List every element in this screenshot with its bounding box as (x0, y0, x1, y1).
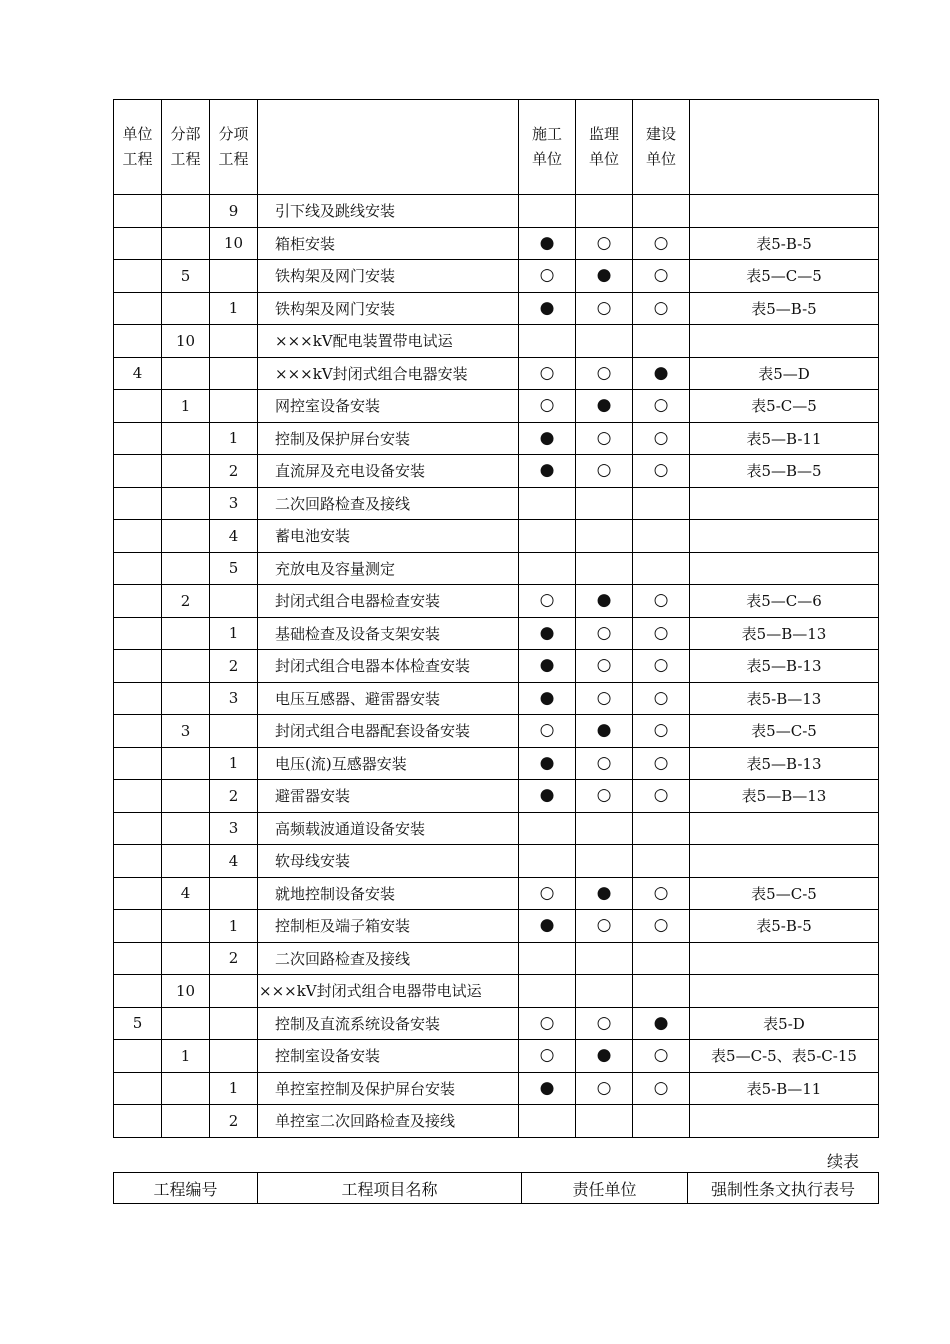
header-supervision-unit: 监理 单位 (576, 100, 633, 195)
table-no-cell (690, 520, 879, 553)
item-cell: 3 (210, 682, 258, 715)
construction-mark: ● (519, 682, 576, 715)
division-cell (162, 942, 210, 975)
unit-cell (114, 617, 162, 650)
table-row (114, 780, 879, 813)
owner-mark (633, 487, 690, 520)
item-cell: 4 (210, 845, 258, 878)
table-no-cell: 表5—C-5、表5-C-15 (690, 1040, 879, 1073)
supervision-mark (576, 325, 633, 358)
unit-cell (114, 780, 162, 813)
supervision-mark: ○ (576, 455, 633, 488)
unit-cell: 5 (114, 1007, 162, 1040)
name-cell: 单控室二次回路检查及接线 (258, 1105, 519, 1138)
item-cell (210, 715, 258, 748)
construction-mark (519, 845, 576, 878)
division-cell (162, 455, 210, 488)
table-no-cell: 表5—C—6 (690, 585, 879, 618)
project-name-header: 工程项目名称 (258, 1173, 522, 1204)
table-row (114, 520, 879, 553)
owner-mark (633, 520, 690, 553)
table-row (114, 682, 879, 715)
name-cell: 封闭式组合电器检查安装 (258, 585, 519, 618)
unit-cell (114, 455, 162, 488)
table-row (114, 1072, 879, 1105)
item-cell: 2 (210, 1105, 258, 1138)
table-no-cell: 表5—B-13 (690, 650, 879, 683)
unit-cell (114, 715, 162, 748)
construction-mark: ○ (519, 585, 576, 618)
division-cell: 3 (162, 715, 210, 748)
owner-mark: ○ (633, 292, 690, 325)
construction-mark: ● (519, 650, 576, 683)
construction-mark (519, 195, 576, 228)
construction-mark (519, 552, 576, 585)
division-cell (162, 1007, 210, 1040)
construction-mark (519, 942, 576, 975)
table-row (114, 422, 879, 455)
table-no-cell: 表5—C-5 (690, 715, 879, 748)
owner-mark: ○ (633, 422, 690, 455)
table-row (114, 942, 879, 975)
supervision-mark: ○ (576, 1007, 633, 1040)
construction-mark: ○ (519, 260, 576, 293)
construction-mark: ● (519, 292, 576, 325)
division-cell (162, 910, 210, 943)
item-cell: 3 (210, 487, 258, 520)
name-cell: ×××kV配电装置带电试运 (258, 325, 519, 358)
division-cell (162, 617, 210, 650)
construction-mark: ● (519, 747, 576, 780)
table-no-cell: 表5—D (690, 357, 879, 390)
supervision-mark: ○ (576, 1072, 633, 1105)
owner-mark (633, 975, 690, 1008)
table-no-cell: 表5—C-5 (690, 877, 879, 910)
construction-mark: ● (519, 780, 576, 813)
owner-mark: ○ (633, 1072, 690, 1105)
name-cell: 铁构架及网门安装 (258, 260, 519, 293)
owner-mark (633, 325, 690, 358)
division-cell (162, 780, 210, 813)
name-cell: 软母线安装 (258, 845, 519, 878)
supervision-mark: ○ (576, 910, 633, 943)
unit-cell (114, 942, 162, 975)
unit-cell (114, 845, 162, 878)
unit-cell (114, 260, 162, 293)
supervision-mark (576, 845, 633, 878)
unit-cell (114, 390, 162, 423)
supervision-mark: ○ (576, 780, 633, 813)
name-cell: 控制柜及端子箱安装 (258, 910, 519, 943)
name-cell: 蓄电池安装 (258, 520, 519, 553)
supervision-mark (576, 552, 633, 585)
division-cell (162, 422, 210, 455)
header-construction-unit: 施工 单位 (519, 100, 576, 195)
responsible-unit-header: 责任单位 (522, 1173, 688, 1204)
construction-mark: ○ (519, 390, 576, 423)
unit-cell (114, 1072, 162, 1105)
owner-mark (633, 195, 690, 228)
item-cell (210, 975, 258, 1008)
name-cell: 控制室设备安装 (258, 1040, 519, 1073)
owner-mark (633, 942, 690, 975)
item-cell: 1 (210, 910, 258, 943)
construction-mark: ● (519, 910, 576, 943)
table-row (114, 325, 879, 358)
division-cell: 10 (162, 975, 210, 1008)
table-row (114, 455, 879, 488)
table-row (114, 227, 879, 260)
owner-mark: ○ (633, 260, 690, 293)
name-cell: 二次回路检查及接线 (258, 942, 519, 975)
owner-mark: ○ (633, 910, 690, 943)
table-row (114, 195, 879, 228)
name-cell: 避雷器安装 (258, 780, 519, 813)
item-cell: 1 (210, 1072, 258, 1105)
division-cell (162, 747, 210, 780)
unit-cell (114, 650, 162, 683)
header-item-engineering: 分项 工程 (210, 100, 258, 195)
name-cell: ×××kV封闭式组合电器安装 (258, 357, 519, 390)
table-row (114, 975, 879, 1008)
name-cell: 电压(流)互感器安装 (258, 747, 519, 780)
table-no-cell (690, 812, 879, 845)
division-cell (162, 487, 210, 520)
supervision-mark (576, 195, 633, 228)
table-no-cell: 表5—B-5 (690, 292, 879, 325)
unit-cell (114, 910, 162, 943)
supervision-mark: ● (576, 585, 633, 618)
item-cell: 1 (210, 292, 258, 325)
name-cell: 直流屏及充电设备安装 (258, 455, 519, 488)
table-row (114, 357, 879, 390)
division-cell (162, 292, 210, 325)
continued-table-header (113, 1172, 879, 1204)
item-cell: 4 (210, 520, 258, 553)
table-row (114, 390, 879, 423)
item-cell (210, 325, 258, 358)
item-cell (210, 1040, 258, 1073)
table-no-cell: 表5—B—13 (690, 617, 879, 650)
table-row (114, 650, 879, 683)
table-row (114, 1007, 879, 1040)
name-cell: 网控室设备安装 (258, 390, 519, 423)
owner-mark (633, 552, 690, 585)
header-table-no (690, 100, 879, 195)
supervision-mark (576, 812, 633, 845)
name-cell: 单控室控制及保护屏台安装 (258, 1072, 519, 1105)
table-row (114, 715, 879, 748)
table-row (114, 292, 879, 325)
owner-mark: ○ (633, 585, 690, 618)
unit-cell (114, 585, 162, 618)
unit-cell (114, 292, 162, 325)
owner-mark (633, 812, 690, 845)
table-row (114, 845, 879, 878)
item-cell: 10 (210, 227, 258, 260)
table-row (114, 812, 879, 845)
continued-label: 续表 (827, 1152, 860, 1171)
construction-mark: ○ (519, 1040, 576, 1073)
owner-mark: ○ (633, 1040, 690, 1073)
table-header-row (114, 100, 879, 195)
supervision-mark (576, 520, 633, 553)
table-row (114, 1040, 879, 1073)
item-cell: 2 (210, 942, 258, 975)
unit-cell (114, 227, 162, 260)
name-cell: 封闭式组合电器配套设备安装 (258, 715, 519, 748)
supervision-mark (576, 487, 633, 520)
table-no-cell (690, 1105, 879, 1138)
division-cell (162, 195, 210, 228)
owner-mark: ● (633, 357, 690, 390)
owner-mark: ○ (633, 682, 690, 715)
table-no-cell (690, 325, 879, 358)
table-no-cell: 表5-D (690, 1007, 879, 1040)
table-row (114, 877, 879, 910)
table-row (114, 747, 879, 780)
construction-mark (519, 487, 576, 520)
header-name (258, 100, 519, 195)
supervision-mark: ○ (576, 292, 633, 325)
supervision-mark: ● (576, 260, 633, 293)
construction-mark: ● (519, 227, 576, 260)
owner-mark: ○ (633, 780, 690, 813)
construction-mark (519, 812, 576, 845)
division-cell: 1 (162, 1040, 210, 1073)
name-cell: ×××kV封闭式组合电器带电试运 (258, 975, 519, 1008)
owner-mark (633, 1105, 690, 1138)
division-cell: 5 (162, 260, 210, 293)
item-cell: 1 (210, 422, 258, 455)
table-no-cell (690, 975, 879, 1008)
owner-mark: ○ (633, 455, 690, 488)
table-row (114, 617, 879, 650)
name-cell: 高频载波通道设备安装 (258, 812, 519, 845)
table-row (114, 260, 879, 293)
name-cell: 箱柜安装 (258, 227, 519, 260)
construction-mark: ○ (519, 1007, 576, 1040)
division-cell: 2 (162, 585, 210, 618)
table-no-cell (690, 195, 879, 228)
owner-mark: ○ (633, 390, 690, 423)
supervision-mark: ● (576, 390, 633, 423)
table-row (114, 552, 879, 585)
supervision-mark (576, 942, 633, 975)
division-cell (162, 812, 210, 845)
item-cell: 2 (210, 780, 258, 813)
division-cell (162, 520, 210, 553)
construction-mark: ● (519, 422, 576, 455)
name-cell: 电压互感器、避雷器安装 (258, 682, 519, 715)
header-division-engineering: 分部 工程 (162, 100, 210, 195)
construction-mark: ● (519, 617, 576, 650)
item-cell (210, 357, 258, 390)
construction-mark: ○ (519, 357, 576, 390)
mandatory-clause-table-header: 强制性条文执行表号 (688, 1173, 879, 1204)
owner-mark: ● (633, 1007, 690, 1040)
supervision-mark: ● (576, 1040, 633, 1073)
table-no-cell: 表5-B—13 (690, 682, 879, 715)
item-cell (210, 260, 258, 293)
owner-mark: ○ (633, 227, 690, 260)
header-owner-unit: 建设 单位 (633, 100, 690, 195)
construction-mark (519, 325, 576, 358)
table-no-cell: 表5-B-5 (690, 227, 879, 260)
owner-mark (633, 845, 690, 878)
table-no-cell (690, 552, 879, 585)
division-cell (162, 1072, 210, 1105)
table-no-cell: 表5-C—5 (690, 390, 879, 423)
division-cell (162, 357, 210, 390)
project-number-header: 工程编号 (114, 1173, 258, 1204)
supervision-mark: ○ (576, 682, 633, 715)
owner-mark: ○ (633, 877, 690, 910)
table-no-cell: 表5—B—13 (690, 780, 879, 813)
item-cell: 2 (210, 455, 258, 488)
supervision-mark: ○ (576, 747, 633, 780)
item-cell: 2 (210, 650, 258, 683)
unit-cell (114, 552, 162, 585)
unit-cell (114, 1040, 162, 1073)
name-cell: 二次回路检查及接线 (258, 487, 519, 520)
header-unit-engineering: 单位 工程 (114, 100, 162, 195)
division-cell: 1 (162, 390, 210, 423)
item-cell: 5 (210, 552, 258, 585)
owner-mark: ○ (633, 617, 690, 650)
name-cell: 封闭式组合电器本体检查安装 (258, 650, 519, 683)
division-cell (162, 227, 210, 260)
name-cell: 控制及直流系统设备安装 (258, 1007, 519, 1040)
supervision-mark: ○ (576, 422, 633, 455)
construction-mark (519, 1105, 576, 1138)
unit-cell (114, 975, 162, 1008)
table-no-cell: 表5—B—5 (690, 455, 879, 488)
owner-mark: ○ (633, 650, 690, 683)
unit-cell (114, 520, 162, 553)
name-cell: 充放电及容量测定 (258, 552, 519, 585)
division-cell (162, 845, 210, 878)
supervision-mark: ○ (576, 357, 633, 390)
owner-mark: ○ (633, 747, 690, 780)
unit-cell: 4 (114, 357, 162, 390)
item-cell: 3 (210, 812, 258, 845)
item-cell (210, 585, 258, 618)
table-row (114, 585, 879, 618)
unit-cell (114, 422, 162, 455)
supervision-mark (576, 1105, 633, 1138)
supervision-mark: ○ (576, 227, 633, 260)
owner-mark: ○ (633, 715, 690, 748)
table-no-cell: 表5—B-13 (690, 747, 879, 780)
unit-cell (114, 325, 162, 358)
supervision-mark: ○ (576, 617, 633, 650)
item-cell (210, 390, 258, 423)
division-cell: 4 (162, 877, 210, 910)
construction-mark: ● (519, 1072, 576, 1105)
table-no-cell (690, 487, 879, 520)
table-row (114, 910, 879, 943)
construction-mark (519, 975, 576, 1008)
item-cell (210, 1007, 258, 1040)
item-cell: 1 (210, 617, 258, 650)
unit-cell (114, 487, 162, 520)
construction-mark: ○ (519, 715, 576, 748)
supervision-mark: ● (576, 877, 633, 910)
table-row (114, 487, 879, 520)
construction-mark (519, 520, 576, 553)
name-cell: 基础检查及设备支架安装 (258, 617, 519, 650)
division-cell (162, 682, 210, 715)
inspection-table (113, 99, 879, 1138)
name-cell: 就地控制设备安装 (258, 877, 519, 910)
division-cell (162, 1105, 210, 1138)
unit-cell (114, 812, 162, 845)
construction-mark: ○ (519, 877, 576, 910)
table-no-cell: 表5—C—5 (690, 260, 879, 293)
table-no-cell: 表5—B-11 (690, 422, 879, 455)
supervision-mark (576, 975, 633, 1008)
name-cell: 引下线及跳线安装 (258, 195, 519, 228)
table-row (114, 1105, 879, 1138)
name-cell: 控制及保护屏台安装 (258, 422, 519, 455)
unit-cell (114, 682, 162, 715)
unit-cell (114, 747, 162, 780)
table-no-cell: 表5-B—11 (690, 1072, 879, 1105)
table-no-cell (690, 942, 879, 975)
name-cell: 铁构架及网门安装 (258, 292, 519, 325)
unit-cell (114, 877, 162, 910)
item-cell: 1 (210, 747, 258, 780)
unit-cell (114, 195, 162, 228)
item-cell (210, 877, 258, 910)
supervision-mark: ○ (576, 650, 633, 683)
supervision-mark: ● (576, 715, 633, 748)
division-cell: 10 (162, 325, 210, 358)
division-cell (162, 552, 210, 585)
unit-cell (114, 1105, 162, 1138)
table-no-cell: 表5-B-5 (690, 910, 879, 943)
table-no-cell (690, 845, 879, 878)
division-cell (162, 650, 210, 683)
item-cell: 9 (210, 195, 258, 228)
construction-mark: ● (519, 455, 576, 488)
